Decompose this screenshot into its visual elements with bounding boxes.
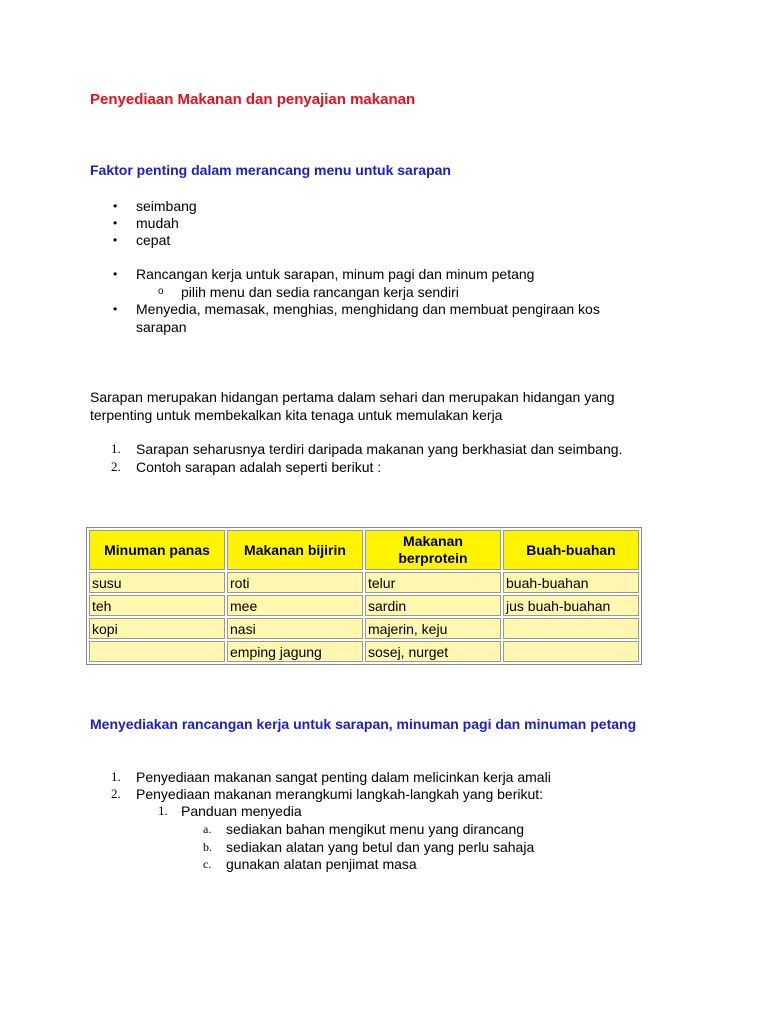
bullet-symbol: • <box>113 199 118 213</box>
table-row <box>89 618 639 639</box>
lettered-item: gunakan alatan penjimat masa <box>226 856 417 872</box>
list-number: 2. <box>111 786 121 801</box>
table-row <box>89 572 639 593</box>
table-cell: mee <box>227 595 363 616</box>
list-item: Menyedia, memasak, menghias, menghidang dan membuat pengiraan kos <box>136 301 600 317</box>
list-item: Rancangan kerja untuk sarapan, minum pagi dan minum petang <box>136 266 535 282</box>
list-number: 1. <box>111 769 121 784</box>
table-cell: nasi <box>227 618 363 639</box>
numbered-item: Penyediaan makanan sangat penting dalam melicinkan kerja amali <box>136 769 551 785</box>
breakfast-table <box>86 527 642 665</box>
bullet-symbol: • <box>113 302 118 316</box>
list-letter: a. <box>203 822 212 836</box>
table-cell: majerin, keju <box>365 618 501 639</box>
table-header-cell: Buah-buahan <box>503 530 639 570</box>
section-heading-work-plan: Menyediakan rancangan kerja untuk sarapan, minuman pagi dan minuman petang <box>90 716 637 732</box>
table-row <box>89 641 639 662</box>
list-number: 1. <box>111 441 121 456</box>
table-cell <box>89 641 225 662</box>
table-cell: teh <box>89 595 225 616</box>
list-letter: c. <box>203 857 212 871</box>
page-title: Penyediaan Makanan dan penyajian makanan <box>90 91 416 108</box>
table-header-cell: Makanan bijirin <box>227 530 363 570</box>
numbered-sub-item: Panduan menyedia <box>181 803 302 819</box>
table-cell: sardin <box>365 595 501 616</box>
paragraph-line: terpenting untuk membekalkan kita tenaga untuk memulakan kerja <box>90 407 503 423</box>
sub-list-item: pilih menu dan sedia rancangan kerja sendiri <box>181 284 459 300</box>
table-cell: buah-buahan <box>503 572 639 593</box>
bullet-symbol: • <box>113 233 118 247</box>
list-number: 1. <box>158 803 168 818</box>
table-header-row <box>89 530 639 570</box>
list-letter: b. <box>203 840 212 854</box>
table-cell: telur <box>365 572 501 593</box>
table-cell: emping jagung <box>227 641 363 662</box>
table-cell: kopi <box>89 618 225 639</box>
table-row <box>89 595 639 616</box>
list-item: mudah <box>136 215 179 231</box>
table-header-cell: Makanan berprotein <box>365 530 501 570</box>
table-cell: sosej, nurget <box>365 641 501 662</box>
numbered-item: Contoh sarapan adalah seperti berikut : <box>136 459 382 475</box>
table-cell <box>503 618 639 639</box>
list-item: cepat <box>136 232 171 248</box>
paragraph-line: Sarapan merupakan hidangan pertama dalam sehari dan merupakan hidangan yang <box>90 389 615 405</box>
section-heading-factors: Faktor penting dalam merancang menu untuk sarapan <box>90 162 451 178</box>
table-cell: jus buah-buahan <box>503 595 639 616</box>
list-item-continuation: sarapan <box>136 319 187 335</box>
intro-paragraph <box>90 388 690 424</box>
lettered-item: sediakan bahan mengikut menu yang dirancang <box>226 821 525 837</box>
bullet-symbol: • <box>113 267 118 281</box>
table-cell: roti <box>227 572 363 593</box>
bullet-symbol: • <box>113 216 118 230</box>
list-item: seimbang <box>136 198 197 214</box>
numbered-item: Penyediaan makanan merangkumi langkah-langkah yang berikut: <box>136 786 544 802</box>
table-cell <box>503 641 639 662</box>
table-header-cell: Minuman panas <box>89 530 225 570</box>
numbered-item: Sarapan seharusnya terdiri daripada makanan yang berkhasiat dan seimbang. <box>136 441 623 457</box>
list-number: 2. <box>111 459 121 474</box>
lettered-item: sediakan alatan yang betul dan yang perlu sahaja <box>226 839 535 855</box>
table-cell: susu <box>89 572 225 593</box>
circle-bullet-symbol: o <box>158 286 164 297</box>
